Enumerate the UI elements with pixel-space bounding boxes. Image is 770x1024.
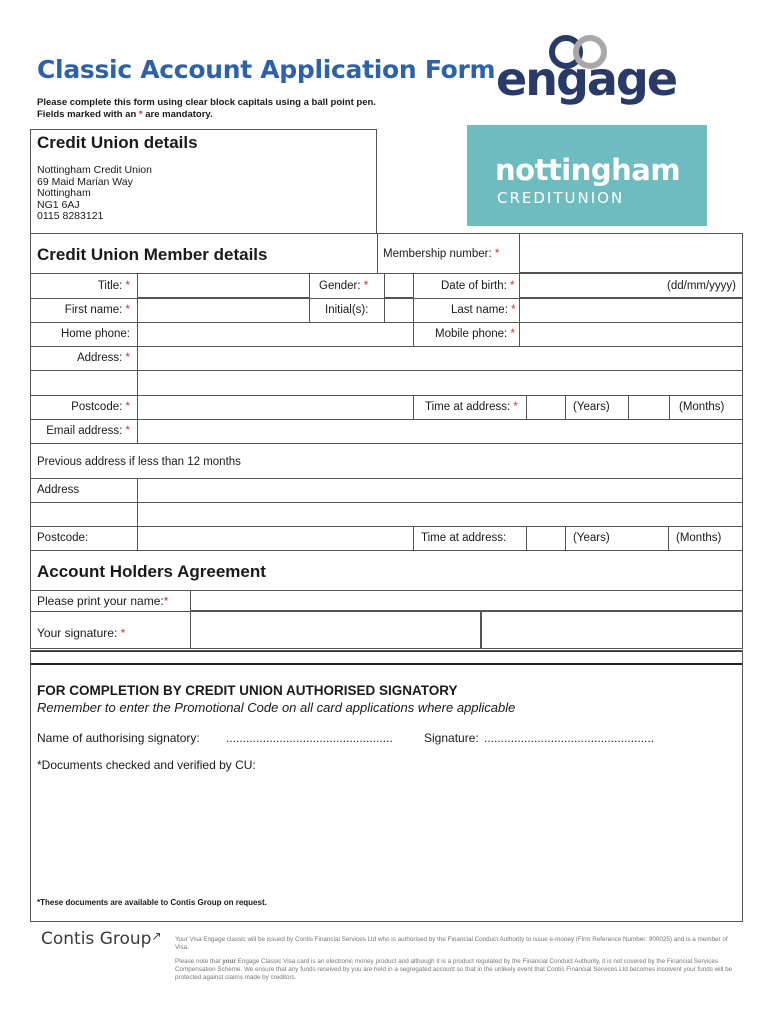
years-input[interactable] [526, 395, 566, 420]
signatory-heading: FOR COMPLETION BY CREDIT UNION AUTHORISED SIGNATORY [37, 683, 458, 698]
postcode-label: Postcode: * [71, 401, 130, 413]
print-name-label: Please print your name:* [37, 594, 169, 608]
engage-logo [496, 30, 676, 115]
signatory-signature-field[interactable]: ................................................... [484, 731, 655, 745]
gender-input[interactable] [384, 273, 414, 298]
signature-label: Your signature: * [37, 626, 126, 640]
previous-years-label: (Years) [573, 532, 610, 544]
member-details-heading: Credit Union Member details [37, 245, 268, 264]
credit-union-wordmark: CREDITUNION [497, 189, 625, 207]
page-title: Classic Account Application Form [37, 55, 496, 84]
nottingham-credit-union-logo [467, 125, 707, 226]
email-label: Email address: * [46, 425, 130, 437]
dob-format-hint: (dd/mm/yyyy) [667, 280, 736, 292]
instruction-line-2 [37, 109, 376, 121]
arrow-up-right-icon: ↗ [151, 929, 162, 943]
divider [377, 233, 378, 273]
cu-address-line: 69 Maid Marian Way [37, 175, 133, 188]
previous-address-label: Address [37, 484, 80, 496]
date-input[interactable] [481, 611, 743, 649]
postcode-input[interactable] [137, 395, 414, 420]
previous-address-note: Previous address if less than 12 months [37, 456, 241, 468]
months-label: (Months) [679, 401, 725, 413]
signature-input[interactable] [190, 611, 481, 649]
print-name-input[interactable] [190, 590, 743, 611]
months-input[interactable] [628, 395, 670, 420]
last-name-input[interactable] [519, 298, 743, 323]
first-name-input[interactable] [137, 298, 310, 323]
form-instructions [37, 97, 376, 121]
cu-address-line: Nottingham [37, 187, 91, 199]
signatory-signature-label: Signature: [424, 731, 479, 745]
contis-wordmark: Contis Group [41, 929, 152, 949]
membership-number-label: Membership number: * [383, 248, 500, 260]
address-input-line-1[interactable] [137, 346, 743, 371]
home-phone-input[interactable] [137, 322, 414, 347]
promo-reminder: Remember to enter the Promotional Code on all card applications where applicable [37, 700, 516, 715]
dob-label: Date of birth: * [441, 280, 515, 292]
documents-note: *These documents are available to Contis Group on request. [37, 898, 267, 907]
initials-label: Initial(s): [325, 304, 369, 316]
title-input[interactable] [137, 273, 310, 298]
previous-address-input-line-2[interactable] [137, 502, 743, 527]
footer-fscs-text: Please note that your Engage Classic Visa card is an electronic money product and although it is a product regulated by the Financial Conduct Authority, it is not covered by the Financial Services Compensation Scheme. We ensure that any funds received by you are held in a segregated account so that in the unlikely event that Contis Financial Services Ltd becomes insolvent your funds will be protected against claims made by creditors. [175, 958, 733, 981]
title-label: Title: * [97, 280, 130, 292]
credit-union-address [37, 165, 152, 223]
years-label: (Years) [573, 401, 610, 413]
engage-wordmark: engage [496, 52, 677, 106]
previous-years-input[interactable] [526, 526, 566, 551]
initials-input[interactable] [384, 298, 414, 323]
email-input[interactable] [137, 419, 743, 444]
cu-phone: 0115 8283121 [37, 210, 104, 222]
mobile-phone-input[interactable] [519, 322, 743, 347]
last-name-label: Last name: * [451, 304, 516, 316]
instruction-pre: Fields marked with an [37, 109, 139, 120]
credit-union-details-heading: Credit Union details [37, 133, 198, 152]
authorising-signatory-field[interactable]: .................................................. [226, 731, 393, 745]
previous-time-label: Time at address: [421, 532, 507, 544]
agreement-heading: Account Holders Agreement [37, 562, 266, 581]
previous-postcode-input[interactable] [137, 526, 414, 551]
address-input-line-2[interactable] [137, 370, 743, 396]
mobile-phone-label: Mobile phone: * [435, 328, 515, 340]
instruction-line-1: Please complete this form using clear block capitals using a ball point pen. [37, 97, 376, 108]
address-label: Address: * [76, 352, 130, 364]
time-at-address-label: Time at address: * [425, 401, 518, 413]
cu-address-line: Nottingham Credit Union [37, 164, 152, 176]
home-phone-label: Home phone: [60, 328, 130, 340]
previous-months-input[interactable] [668, 526, 669, 551]
cu-address-line: NG1 6AJ [37, 198, 80, 211]
nottingham-wordmark: nottingham [495, 153, 681, 187]
previous-postcode-label: Postcode: [37, 532, 89, 544]
authorising-signatory-label: Name of authorising signatory: [37, 731, 200, 745]
first-name-label: First name: * [64, 304, 130, 316]
instruction-post: are mandatory. [142, 109, 213, 120]
contis-group-logo [41, 929, 162, 949]
documents-checked-label: *Documents checked and verified by CU: [37, 758, 256, 772]
previous-address-input-line-1[interactable] [137, 478, 743, 503]
previous-months-label: (Months) [676, 532, 722, 544]
membership-number-input[interactable] [519, 233, 743, 273]
gender-label: Gender: * [319, 280, 369, 292]
footer-issuer-text: Your Visa Engage classic will be issued by Contis Financial Services Ltd who is authorised by the Financial Conduct Authority to issue e-money (Firm Reference Number: 900025) and is a member of Visa. [175, 936, 728, 951]
required-star: * [138, 109, 143, 120]
